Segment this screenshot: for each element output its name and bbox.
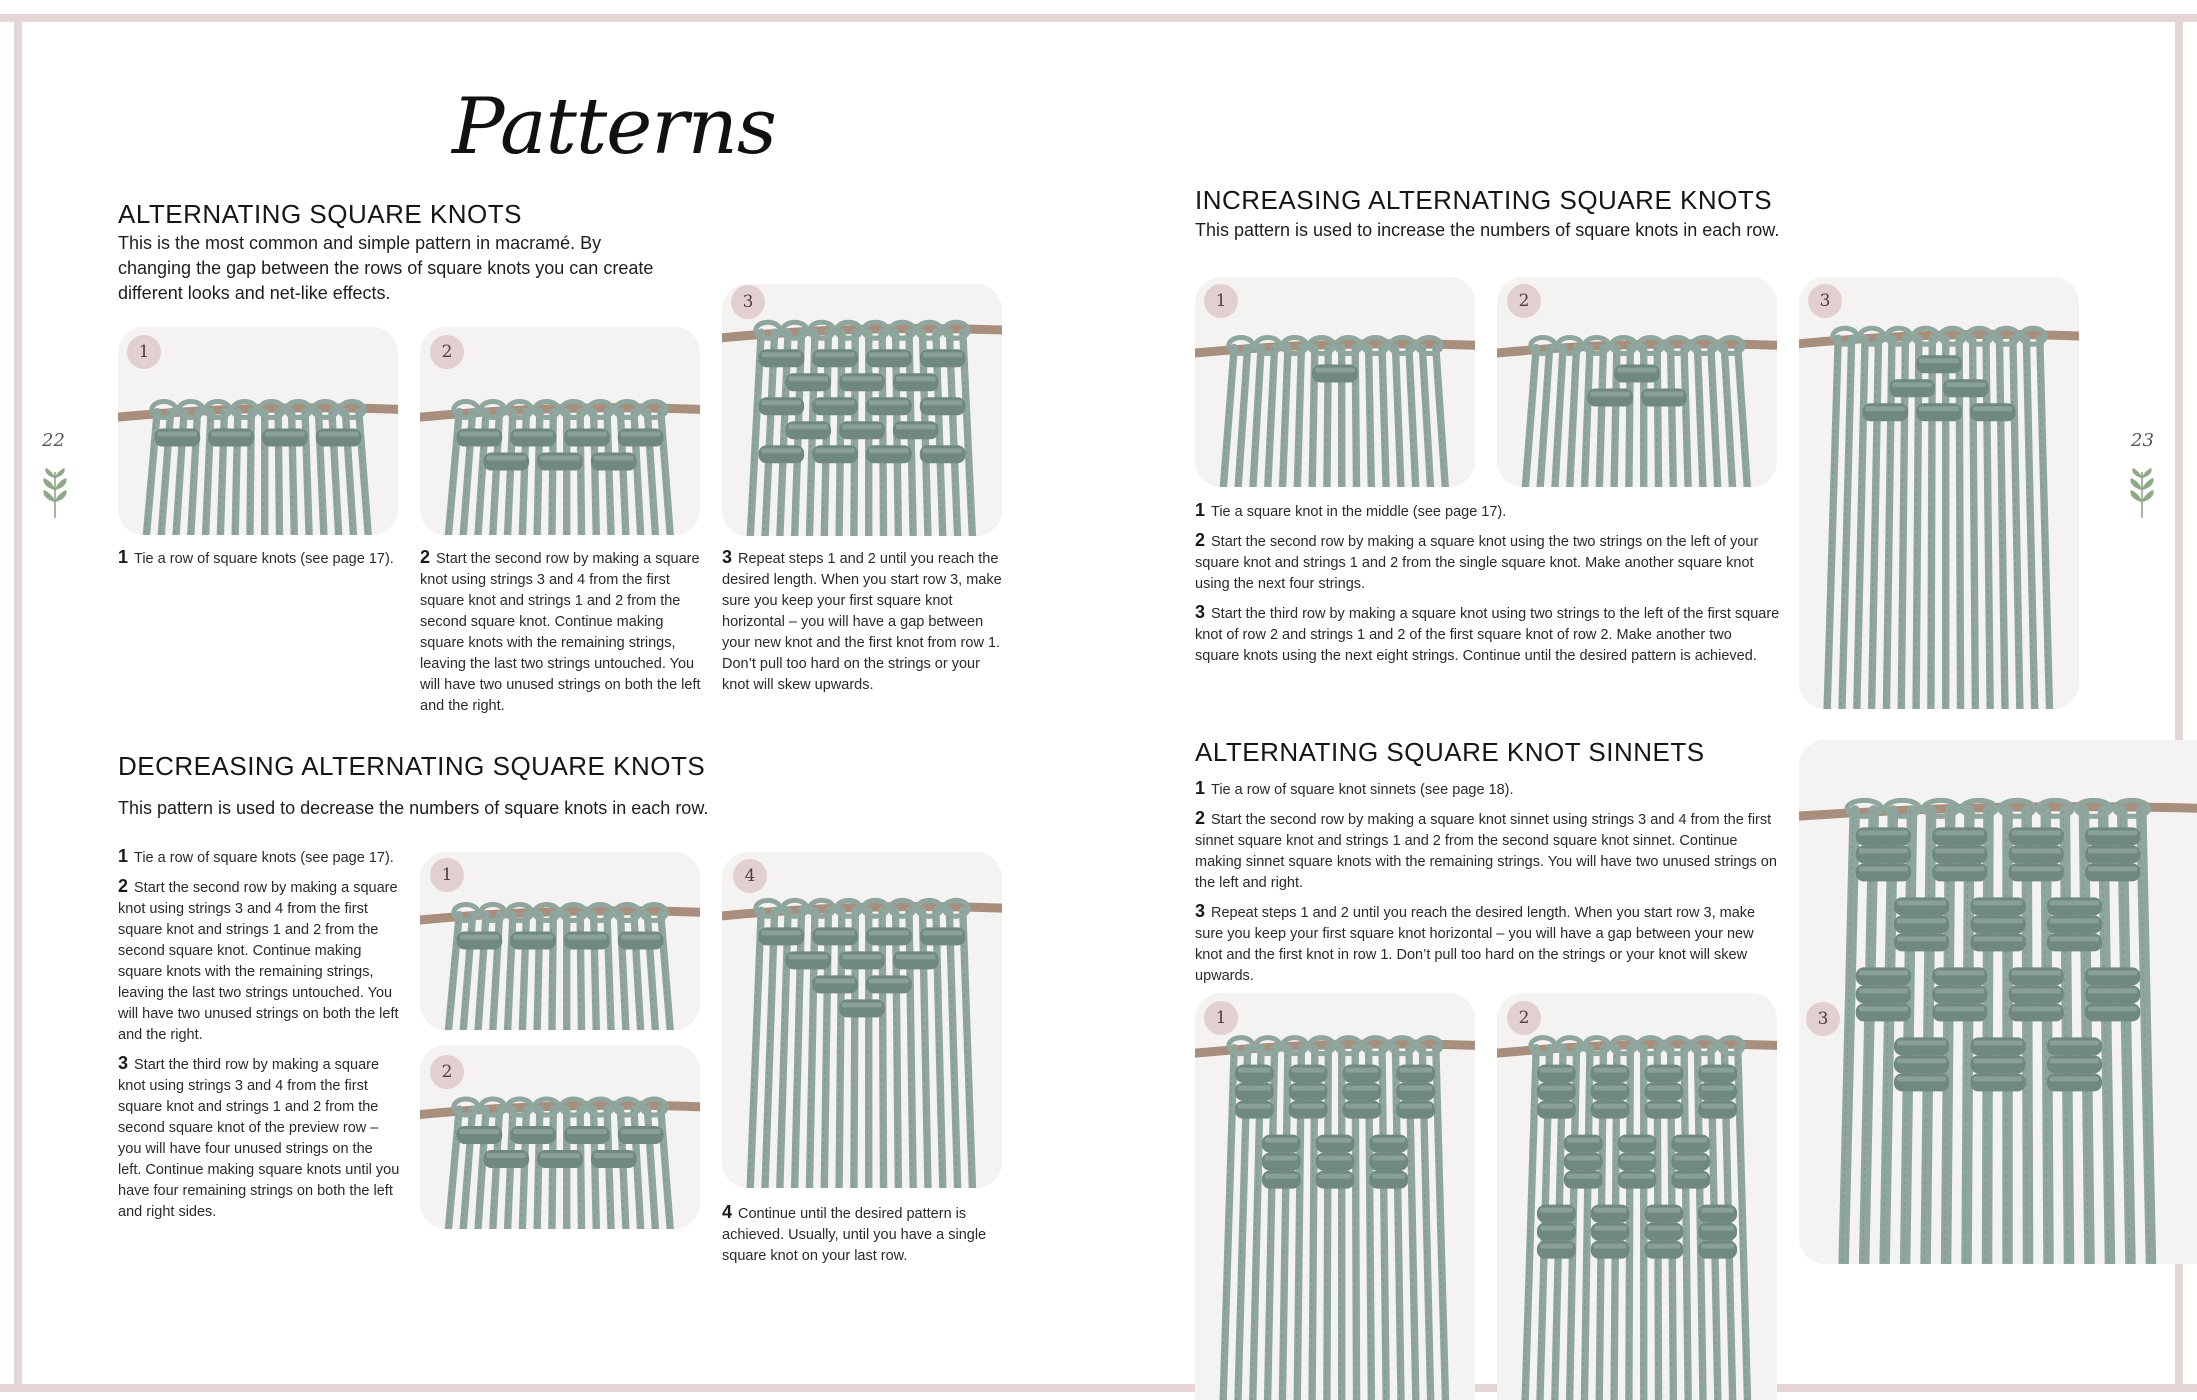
- section-intro: This pattern is used to decrease the numbers of square knots in each row.: [118, 798, 709, 818]
- section-heading: ALTERNATING SQUARE KNOT SINNETS: [1195, 737, 1705, 767]
- step-caption: 1 Tie a row of square knot sinnets (see page 18).: [1195, 778, 1514, 798]
- step-badge: 1: [1204, 1001, 1238, 1035]
- page-number-right: 23: [2131, 430, 2154, 451]
- step-caption: 2 Start the second row by making a square knot using the two strings on the left of your square knot and strings 1 and 2 from the single square knot. Make another square knot using the next four strings.: [1195, 530, 1759, 592]
- page-title: Patterns: [452, 82, 776, 172]
- photo-step-3: [722, 284, 1002, 536]
- step-caption: 2 Start the second row by making a square knot using strings 3 and 4 from the first square knot and strings 1 and 2 from the second square knot. Continue making square knots with the remaining strings, leaving the last two strings untouched. You will have two unused strings on both the left and the right.: [420, 547, 701, 714]
- leaf-icon: [2127, 466, 2157, 520]
- frame-bottom: [0, 1384, 2197, 1392]
- photo-step-3: [1799, 740, 2197, 1264]
- photo-step-3: [1799, 277, 2079, 709]
- macrame-illustration: [722, 284, 1002, 536]
- photo-step-2: [1497, 993, 1777, 1400]
- step-list: [1195, 778, 1780, 994]
- step-badge: 1: [1204, 284, 1238, 318]
- step-badge: 1: [430, 858, 464, 892]
- step-badge: 4: [733, 859, 767, 893]
- section-heading: DECREASING ALTERNATING SQUARE KNOTS: [118, 751, 706, 781]
- photo-step-4: [722, 852, 1002, 1188]
- frame-top: [0, 14, 2197, 22]
- macrame-illustration: [1497, 993, 1777, 1400]
- macrame-illustration: [1195, 993, 1475, 1400]
- macrame-illustration: [1195, 277, 1475, 487]
- photo-step-1: [1195, 277, 1475, 487]
- step-badge: 2: [430, 335, 464, 369]
- step-badge: 2: [430, 1055, 464, 1089]
- leaf-icon: [40, 466, 70, 520]
- photo-step-1: [118, 327, 398, 535]
- step-caption: 4 Continue until the desired pattern is achieved. Usually, until you have a single square knot on your last row.: [722, 1202, 987, 1264]
- section-heading: ALTERNATING SQUARE KNOTS: [118, 199, 522, 229]
- page-number-left: 22: [42, 430, 65, 451]
- macrame-illustration: [722, 852, 1002, 1188]
- step-badge: 1: [127, 335, 161, 369]
- step-caption: 3 Repeat steps 1 and 2 until you reach the desired length. When you start row 3, make sure you keep your first square knot horizontal – you will have a gap between your new knot and the first knot from row 1. Don’t pull too hard on the strings or your knot will skew upwards.: [722, 547, 1002, 693]
- macrame-illustration: [1799, 277, 2079, 709]
- section-intro: This is the most common and simple pattern in macramé. By changing the gap between the rows of square knots you can create different looks and net-like effects.: [118, 233, 654, 303]
- step-badge: 3: [1808, 284, 1842, 318]
- step-caption: 1 Tie a row of square knots (see page 17).: [118, 846, 394, 866]
- photo-step-1: [1195, 993, 1475, 1400]
- step-caption: 1 Tie a row of square knots (see page 17).: [118, 547, 394, 567]
- macrame-illustration: [118, 327, 398, 535]
- step-caption: 3 Start the third row by making a square knot using strings 3 and 4 from the first square knot and strings 1 and 2 from the second square knot of the preview row – you will have four unused strings on the left. Continue making square knots until you have four remaining strings on both the left and right sides.: [118, 1053, 400, 1220]
- step-caption: 2 Start the second row by making a square knot sinnet using strings 3 and 4 from the first sinnet square knot and strings 1 and 2 from the second square knot sinnet. Continue making sinnet square knots with the remaining strings. You will have two unused strings on the left and right.: [1195, 808, 1777, 891]
- step-caption: 1 Tie a square knot in the middle (see page 17).: [1195, 500, 1507, 520]
- step-caption: 3 Repeat steps 1 and 2 until you reach the desired length. When you start row 3, make sure you keep your first square knot horizontal – you will have a gap between your new knot and the first knot in row 1. Don’t pull too hard on the strings or your knot will skew upwards.: [1195, 901, 1756, 984]
- step-badge: 2: [1507, 1001, 1541, 1035]
- step-list: [118, 846, 400, 1230]
- section-intro: This pattern is used to increase the numbers of square knots in each row.: [1195, 220, 1780, 240]
- frame-left: [14, 14, 22, 1392]
- step-list: [1195, 500, 1780, 674]
- step-caption: 3 Start the third row by making a square knot using two strings to the left of the first square knot of row 2 and strings 1 and 2 of the first square knot of row 2. Make another two square knots using the next eight strings. Continue until the desired pattern is achieved.: [1195, 602, 1780, 664]
- section-heading: INCREASING ALTERNATING SQUARE KNOTS: [1195, 185, 1773, 215]
- step-badge: 3: [731, 285, 765, 319]
- step-caption: 2 Start the second row by making a square knot using strings 3 and 4 from the first square knot and strings 1 and 2 from the second square knot. Continue making square knots with the remaining strings, leaving the last two strings untouched. You will have two unused strings on both the left and the right.: [118, 876, 399, 1043]
- macrame-illustration: [1799, 740, 2197, 1264]
- step-badge: 2: [1507, 284, 1541, 318]
- step-badge: 3: [1806, 1002, 1840, 1036]
